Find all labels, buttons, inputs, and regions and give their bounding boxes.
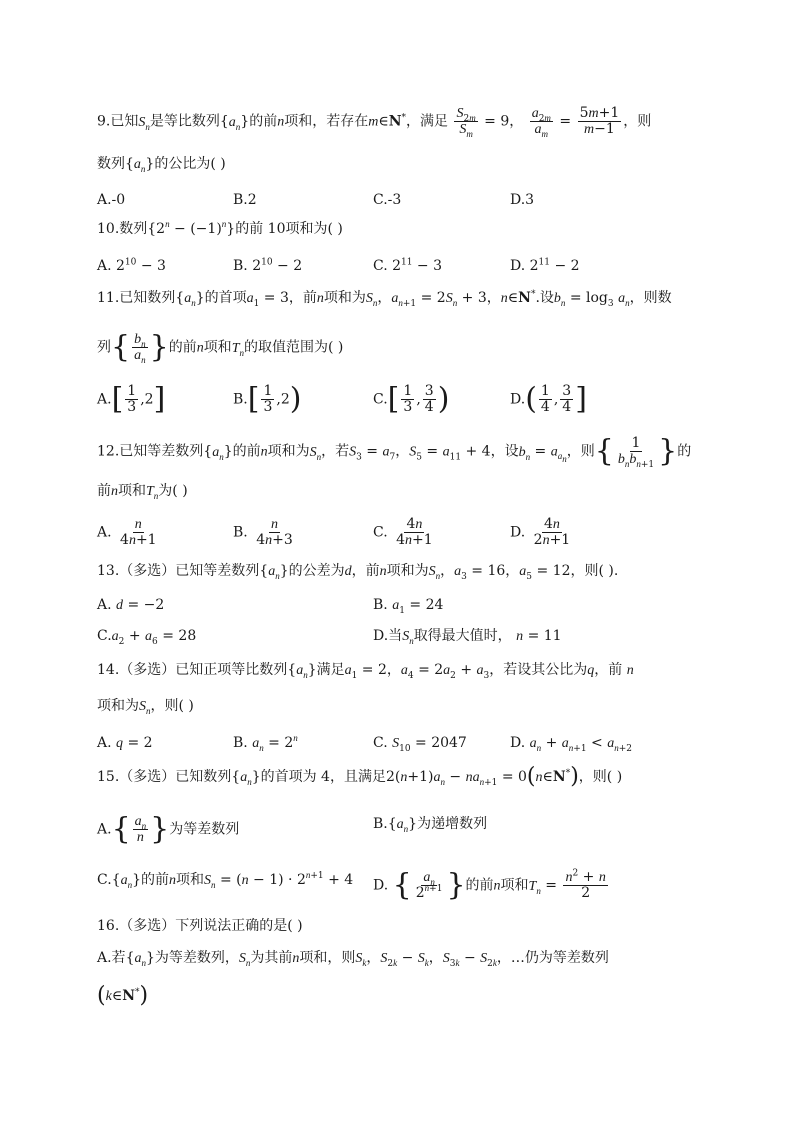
- q9-option-d: D.3: [510, 192, 535, 208]
- q14-option-b: B. $a_n = 2^n$: [233, 733, 298, 753]
- q9-option-c: C.-3: [373, 192, 402, 208]
- q11-option-d: D.( $\frac{1}{4}$ , $\frac{3}{4}$ ]: [510, 381, 587, 417]
- q10-option-a: A. $2^{10} - 3$: [97, 257, 166, 274]
- fraction-a2m-am: $\frac{a_{2m}}{a_m}$: [531, 106, 551, 139]
- q13-option-d: D.当$S_n$取得最大值时， n = 11: [373, 628, 562, 646]
- q12-option-b: B. $\frac{n}{4n+3}$: [233, 517, 293, 548]
- q9-option-b: B.2: [233, 192, 257, 208]
- question-9-line-1: 9.已知$S_n$是等比数列$\{a_n\}$的前n项和，若存在m∈N*，满足 $\frac{S_{2m}}{S_m}$ = 9， $\frac{a_{2m}}{a_m}$ = $\frac{5m+1}{m-1}$ ，则: [97, 105, 652, 139]
- q10-option-c: C. $2^{11} - 3$: [373, 257, 443, 274]
- fraction-5m1-m1: $\frac{5m+1}{m-1}$: [579, 105, 620, 137]
- q9-option-a: A.-0: [97, 192, 126, 208]
- q10-option-b: B. $2^{10} - 2$: [233, 257, 303, 274]
- question-13: 13.（多选）已知等差数列$\{a_n\}$的公差为d，前n项和为$S_n$，$a_3 = 16$，$a_5 = 12$，则( ).: [97, 563, 619, 582]
- q14-option-c: C. $S_{10} = 2047$: [373, 735, 467, 754]
- fraction-s2m-sm: $\frac{S_{2m}}{S_m}$: [456, 106, 476, 139]
- q10-option-d: D. $2^{11} - 2$: [510, 257, 580, 274]
- q16-option-a-line-1: A.若$\{a_n\}$为等差数列，$S_n$为其前n项和，则$S_k$，$S_{2k} - S_k$，$S_{3k} - S_{2k}$，…仍为等差数列: [97, 950, 609, 969]
- q11-option-c: C.[ $\frac{1}{3}$ , $\frac{3}{4}$ ): [373, 381, 450, 417]
- q12-option-c: C. $\frac{4n}{4n+1}$: [373, 516, 433, 548]
- q16-option-a-line-2: (k∈N*): [97, 983, 149, 1008]
- q12-option-a: A. $\frac{n}{4n+1}$: [97, 517, 157, 548]
- question-11-line-1: 11.已知数列$\{a_n\}$的首项$a_1 = 3$，前n项和为$S_n$，$a_{n+1} = 2S_n + 3$，n∈N*.设$b_n = \log_3 a_n$，则数: [97, 289, 672, 309]
- question-9-line-2: 数列$\{a_n\}$的公比为( ): [97, 156, 226, 174]
- question-12-line-2: 前n项和$T_n$为( ): [97, 483, 188, 501]
- question-10: 10.数列$\{2^n - (-1)^n\}$的前 10项和为( ): [97, 219, 343, 237]
- question-14-line-2: 项和为$S_n$，则( ): [97, 698, 194, 716]
- question-14-line-1: 14.（多选）已知正项等比数列$\{a_n\}$满足$a_1 = 2$，$a_4 = 2a_2 + a_3$，若设其公比为q，前 n: [97, 662, 634, 681]
- question-15: 15.（多选）已知数列$\{a_n\}$的首项为 4，且满足$2(n+1)a_n - na_{n+1}$ = 0(n∈N*)，则( ): [97, 764, 623, 789]
- q14-option-a: A. q = 2: [97, 735, 153, 751]
- question-12-line-1: 12.已知等差数列$\{a_n\}$的前n项和为$S_n$，若$S_3 = a_7$，$S_5 = a_{11} + 4$，设$b_n = a_{a_n}$，则{ $\frac{1}{b_nb_{n+1}}$ }的: [97, 433, 692, 470]
- q14-option-d: D. $a_n + a_{n+1} < a_{n+2}$: [510, 735, 632, 754]
- q11-option-b: B.[ $\frac{1}{3}$ ,2): [233, 381, 302, 417]
- q11-option-a: A.[ $\frac{1}{3}$ ,2]: [97, 381, 166, 417]
- q13-option-c: $C.a_2 + a_6 = 28$: [97, 628, 197, 647]
- q13-option-b: B. $a_1 = 24$: [373, 597, 444, 616]
- q12-option-d: D. $\frac{4n}{2n+1}$: [510, 516, 571, 548]
- q15-option-b: $B.\{a_n\}$为递增数列: [373, 816, 488, 834]
- q13-option-a: A. d = −2: [97, 597, 165, 613]
- q15-option-c: $C.\{a_n\}$的前n项和$S_n = (n - 1) \cdot 2^{n+1} + 4$: [97, 870, 354, 890]
- question-11-line-2: 列{ $\frac{b_n}{a_n}$ }的前n项和$T_n$的取值范围为( ): [97, 329, 344, 365]
- question-16: 16.（多选）下列说法正确的是( ): [97, 918, 303, 934]
- q15-option-d: D. { $\frac{a_n}{2^{n+1}}$ }的前n项和$T_n$ = $\frac{n^2 + n}{2}$: [373, 867, 606, 903]
- q15-option-a: A.{ $\frac{a_n}{n}$ }为等差数列: [97, 811, 240, 847]
